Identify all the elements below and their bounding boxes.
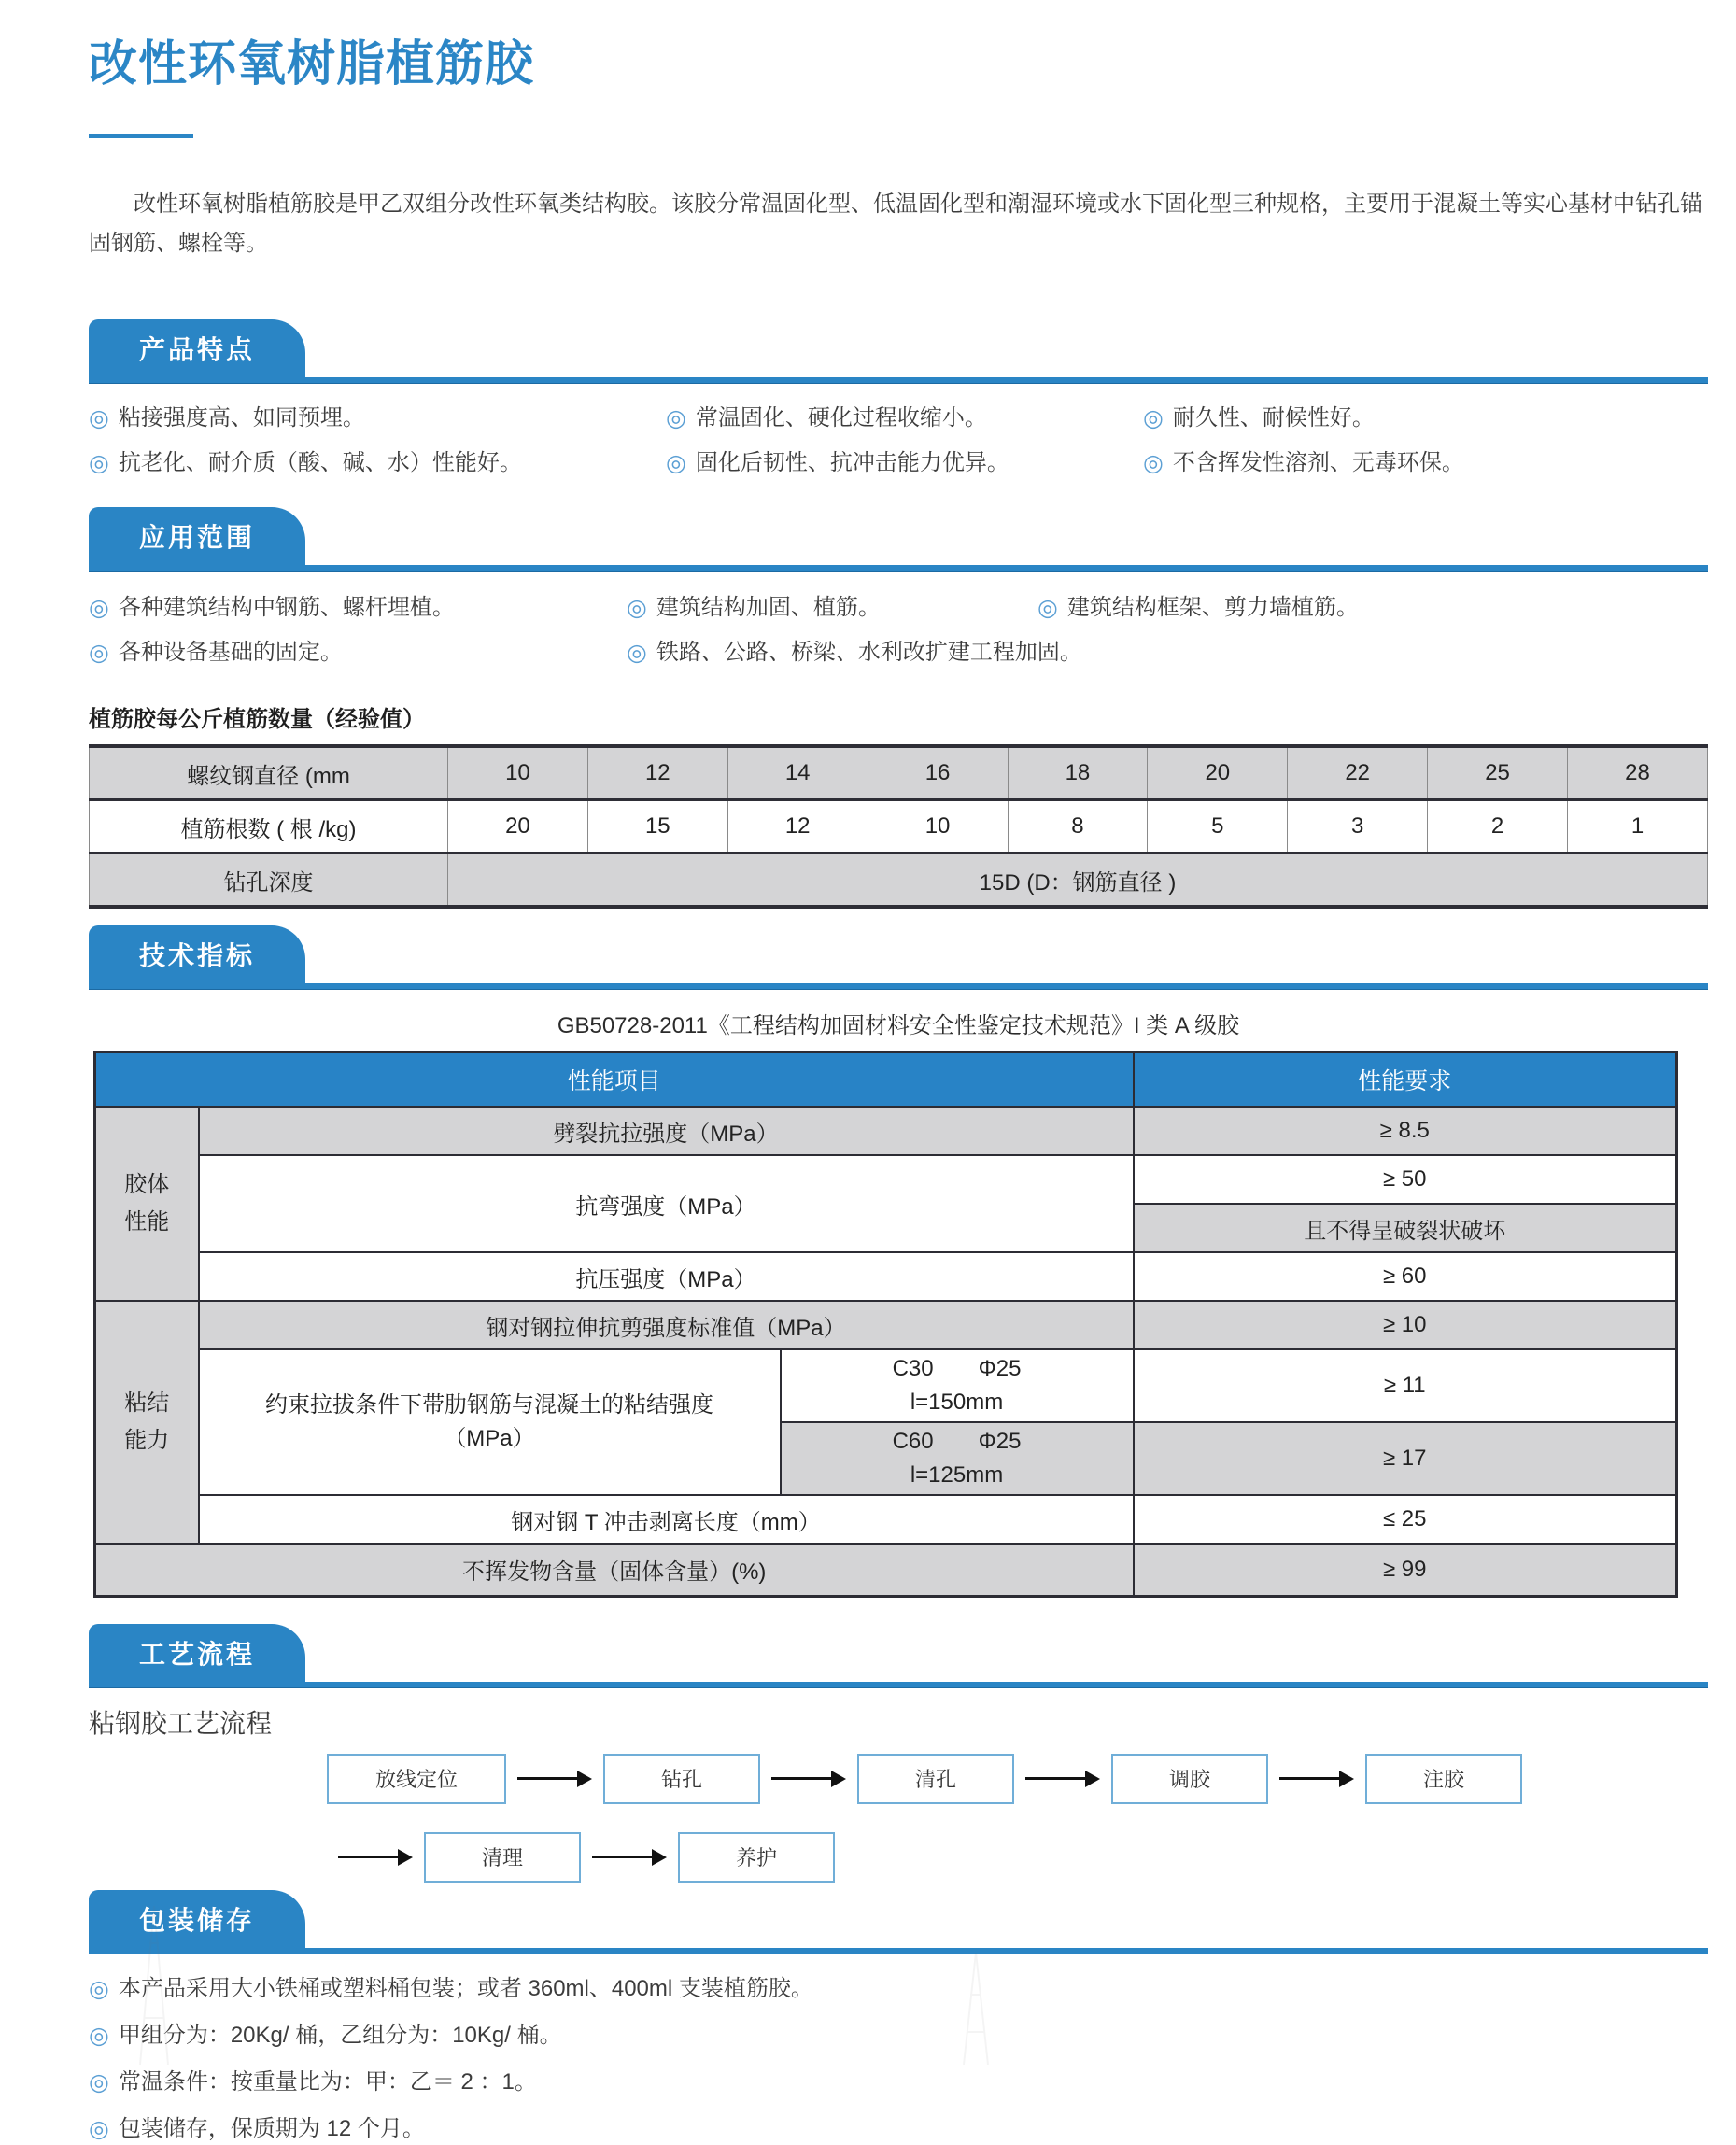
process-flow-row-2 <box>327 1832 1708 1883</box>
feature-item <box>666 402 1143 434</box>
ring-bullet-icon: ◎ <box>89 595 109 621</box>
table-cell: 1 <box>1568 800 1708 854</box>
feature-item <box>89 402 666 434</box>
application-item <box>89 592 627 624</box>
arrow-right-icon <box>581 1849 678 1866</box>
group-cell-body <box>95 1107 199 1301</box>
table-cell: 25 <box>1428 746 1568 800</box>
table-cell: 2 <box>1428 800 1568 854</box>
column-header: 性能项目 <box>95 1052 1134 1108</box>
requirement-cell: ≥ 11 <box>1134 1349 1677 1422</box>
dosage-count-row <box>90 800 1708 854</box>
section-process <box>89 1624 1708 1688</box>
flow-step-box: 钻孔 <box>603 1754 760 1804</box>
section-divider <box>89 983 1708 990</box>
feature-item <box>1143 402 1708 434</box>
title-underline <box>89 134 193 138</box>
property-cell: 抗压强度（MPa） <box>199 1252 1134 1301</box>
page-title: 改性环氧树脂植筋胶 <box>89 37 535 92</box>
application-text: 建筑结构加固、植筋。 <box>656 595 881 620</box>
property-cell: 钢对钢拉伸抗剪强度标准值（MPa） <box>199 1301 1134 1349</box>
section-features <box>89 319 1708 384</box>
flow-step-box: 清孔 <box>857 1754 1014 1804</box>
dosage-diameter-row <box>90 746 1708 800</box>
arrow-right-icon <box>327 1849 424 1866</box>
application-item <box>1037 592 1708 624</box>
property-cell <box>199 1349 781 1495</box>
packaging-item <box>89 2067 1708 2098</box>
table-cell: 5 <box>1148 800 1288 854</box>
features-grid <box>89 402 1708 479</box>
ring-bullet-icon: ◎ <box>89 1975 109 2002</box>
packaging-text: 常温条件：按重量比为：甲：乙＝ 2 ：1。 <box>118 2068 537 2095</box>
ring-bullet-icon: ◎ <box>1143 405 1164 431</box>
ring-bullet-icon: ◎ <box>666 450 686 476</box>
feature-text: 常温固化、硬化过程收缩小。 <box>695 405 987 430</box>
table-row <box>95 1544 1677 1596</box>
ring-bullet-icon: ◎ <box>89 2022 109 2049</box>
table-row <box>95 1495 1677 1544</box>
condition-label: C30 Φ25 <box>892 1356 1022 1381</box>
application-item <box>627 637 1708 669</box>
ring-bullet-icon: ◎ <box>1037 595 1058 621</box>
requirement-cell: ≥ 60 <box>1134 1252 1677 1301</box>
section-divider <box>89 1948 1708 1954</box>
table-cell: 20 <box>448 800 588 854</box>
property-label: （MPa） <box>444 1426 535 1451</box>
tech-header-row <box>95 1052 1677 1108</box>
section-badge-packaging: 包装储存 <box>89 1890 305 1948</box>
row-header-cell: 钻孔深度 <box>90 854 448 908</box>
section-divider <box>89 1682 1708 1688</box>
row-header-cell: 螺纹钢直径 (mm <box>90 746 448 800</box>
table-row <box>95 1301 1677 1349</box>
property-label: 约束拉拔条件下带肋钢筋与混凝土的粘结强度 <box>265 1392 713 1418</box>
ring-bullet-icon: ◎ <box>627 640 647 666</box>
table-cell: 22 <box>1288 746 1428 800</box>
ring-bullet-icon: ◎ <box>666 405 686 431</box>
table-cell: 10 <box>868 800 1008 854</box>
process-flow-row-1 <box>327 1754 1708 1804</box>
section-divider <box>89 565 1708 572</box>
ring-bullet-icon: ◎ <box>1143 450 1164 476</box>
group-cell-bond <box>95 1301 199 1544</box>
applications-row-1 <box>89 592 1708 624</box>
application-item <box>627 592 1037 624</box>
ring-bullet-icon: ◎ <box>89 405 109 431</box>
applications-row-2 <box>89 637 1708 669</box>
flow-step-box: 放线定位 <box>327 1754 506 1804</box>
dosage-table-caption: 植筋胶每公斤植筋数量（经验值） <box>89 707 425 732</box>
condition-label: l=150mm <box>910 1390 1004 1415</box>
packaging-text: 本产品采用大小铁桶或塑料桶包装；或者 360ml、400ml 支装植筋胶。 <box>118 1975 813 2001</box>
flow-step-box: 养护 <box>678 1832 835 1883</box>
group-label: 粘结 <box>124 1390 170 1416</box>
dosage-depth-row <box>90 854 1708 908</box>
table-row <box>95 1155 1677 1204</box>
ring-bullet-icon: ◎ <box>89 640 109 666</box>
dosage-table <box>89 744 1708 909</box>
ring-bullet-icon: ◎ <box>89 2115 109 2142</box>
table-cell: 28 <box>1568 746 1708 800</box>
table-cell: 16 <box>868 746 1008 800</box>
feature-item <box>89 447 666 479</box>
application-text: 各种建筑结构中钢筋、螺杆埋植。 <box>118 595 455 620</box>
application-item <box>89 637 627 669</box>
packaging-item <box>89 2113 1708 2145</box>
group-label: 胶体 <box>124 1172 170 1197</box>
table-cell: 3 <box>1288 800 1428 854</box>
condition-cell <box>781 1349 1134 1422</box>
feature-text: 不含挥发性溶剂、无毒环保。 <box>1172 450 1464 475</box>
requirement-cell: ≥ 8.5 <box>1134 1107 1677 1155</box>
section-applications <box>89 507 1708 572</box>
application-text: 铁路、公路、桥梁、水利改扩建工程加固。 <box>656 640 1082 665</box>
table-cell: 14 <box>727 746 868 800</box>
packaging-text: 包装储存，保质期为 12 个月。 <box>118 2115 425 2141</box>
ring-bullet-icon: ◎ <box>627 595 647 621</box>
feature-text: 固化后韧性、抗冲击能力优异。 <box>695 450 1009 475</box>
requirement-cell: ≥ 10 <box>1134 1301 1677 1349</box>
group-label: 性能 <box>124 1209 170 1235</box>
section-tech <box>89 925 1708 990</box>
group-label: 能力 <box>124 1428 170 1453</box>
intro-paragraph: 改性环氧树脂植筋胶是甲乙双组分改性环氧类结构胶。该胶分常温固化型、低温固化型和潮湿环境或水下固化型三种规格，主要用于混凝土等实心基材中钻孔锚固钢筋、螺栓等。 <box>89 191 1702 256</box>
table-cell: 20 <box>1148 746 1288 800</box>
requirement-cell: ≥ 17 <box>1134 1422 1677 1495</box>
process-subtitle: 粘钢胶工艺流程 <box>89 1708 273 1738</box>
property-cell: 钢对钢 T 冲击剥离长度（mm） <box>199 1495 1134 1544</box>
requirement-cell: 且不得呈破裂状破坏 <box>1134 1204 1677 1252</box>
table-cell: 8 <box>1008 800 1148 854</box>
packaging-item <box>89 1973 1708 2005</box>
feature-item <box>666 447 1143 479</box>
section-badge-applications: 应用范围 <box>89 507 305 565</box>
table-cell: 15D (D：钢筋直径 ) <box>448 854 1708 908</box>
column-header: 性能要求 <box>1134 1052 1677 1108</box>
table-cell: 15 <box>587 800 727 854</box>
table-row <box>95 1349 1677 1422</box>
flow-step-box: 注胶 <box>1365 1754 1522 1804</box>
packaging-text: 甲组分为：20Kg/ 桶，乙组分为：10Kg/ 桶。 <box>118 2022 562 2048</box>
arrow-right-icon <box>1268 1771 1365 1787</box>
arrow-right-icon <box>760 1771 857 1787</box>
packaging-item <box>89 2020 1708 2052</box>
condition-label: l=125mm <box>910 1462 1004 1488</box>
condition-cell <box>781 1422 1134 1495</box>
feature-text: 粘接强度高、如同预埋。 <box>118 405 365 430</box>
section-packaging <box>89 1890 1708 1954</box>
property-cell: 不挥发物含量（固体含量）(%) <box>95 1544 1134 1596</box>
property-cell: 抗弯强度（MPa） <box>199 1155 1134 1252</box>
section-divider <box>89 377 1708 384</box>
table-cell: 12 <box>587 746 727 800</box>
table-cell: 18 <box>1008 746 1148 800</box>
table-row <box>95 1107 1677 1155</box>
condition-label: C60 Φ25 <box>892 1429 1022 1454</box>
feature-item <box>1143 447 1708 479</box>
ring-bullet-icon: ◎ <box>89 2068 109 2096</box>
section-badge-tech: 技术指标 <box>89 925 305 983</box>
flow-step-box: 调胶 <box>1111 1754 1268 1804</box>
flow-step-box: 清理 <box>424 1832 581 1883</box>
row-header-cell: 植筋根数 ( 根 /kg) <box>90 800 448 854</box>
standard-caption: GB50728-2011《工程结构加固材料安全性鉴定技术规范》I 类 A 级胶 <box>557 1013 1240 1038</box>
table-row <box>95 1252 1677 1301</box>
feature-text: 抗老化、耐介质（酸、碱、水）性能好。 <box>118 450 522 475</box>
requirement-cell: ≥ 99 <box>1134 1544 1677 1596</box>
property-cell: 劈裂抗拉强度（MPa） <box>199 1107 1134 1155</box>
packaging-list <box>89 1973 1708 2145</box>
section-badge-process: 工艺流程 <box>89 1624 305 1682</box>
arrow-right-icon <box>506 1771 603 1787</box>
application-text: 建筑结构框架、剪力墙植筋。 <box>1066 595 1359 620</box>
table-cell: 10 <box>448 746 588 800</box>
section-badge-features: 产品特点 <box>89 319 305 377</box>
feature-text: 耐久性、耐候性好。 <box>1172 405 1375 430</box>
arrow-right-icon <box>1014 1771 1111 1787</box>
requirement-cell: ≤ 25 <box>1134 1495 1677 1544</box>
table-cell: 12 <box>727 800 868 854</box>
requirement-cell: ≥ 50 <box>1134 1155 1677 1204</box>
application-text: 各种设备基础的固定。 <box>118 640 343 665</box>
ring-bullet-icon: ◎ <box>89 450 109 476</box>
tech-table <box>93 1051 1678 1598</box>
